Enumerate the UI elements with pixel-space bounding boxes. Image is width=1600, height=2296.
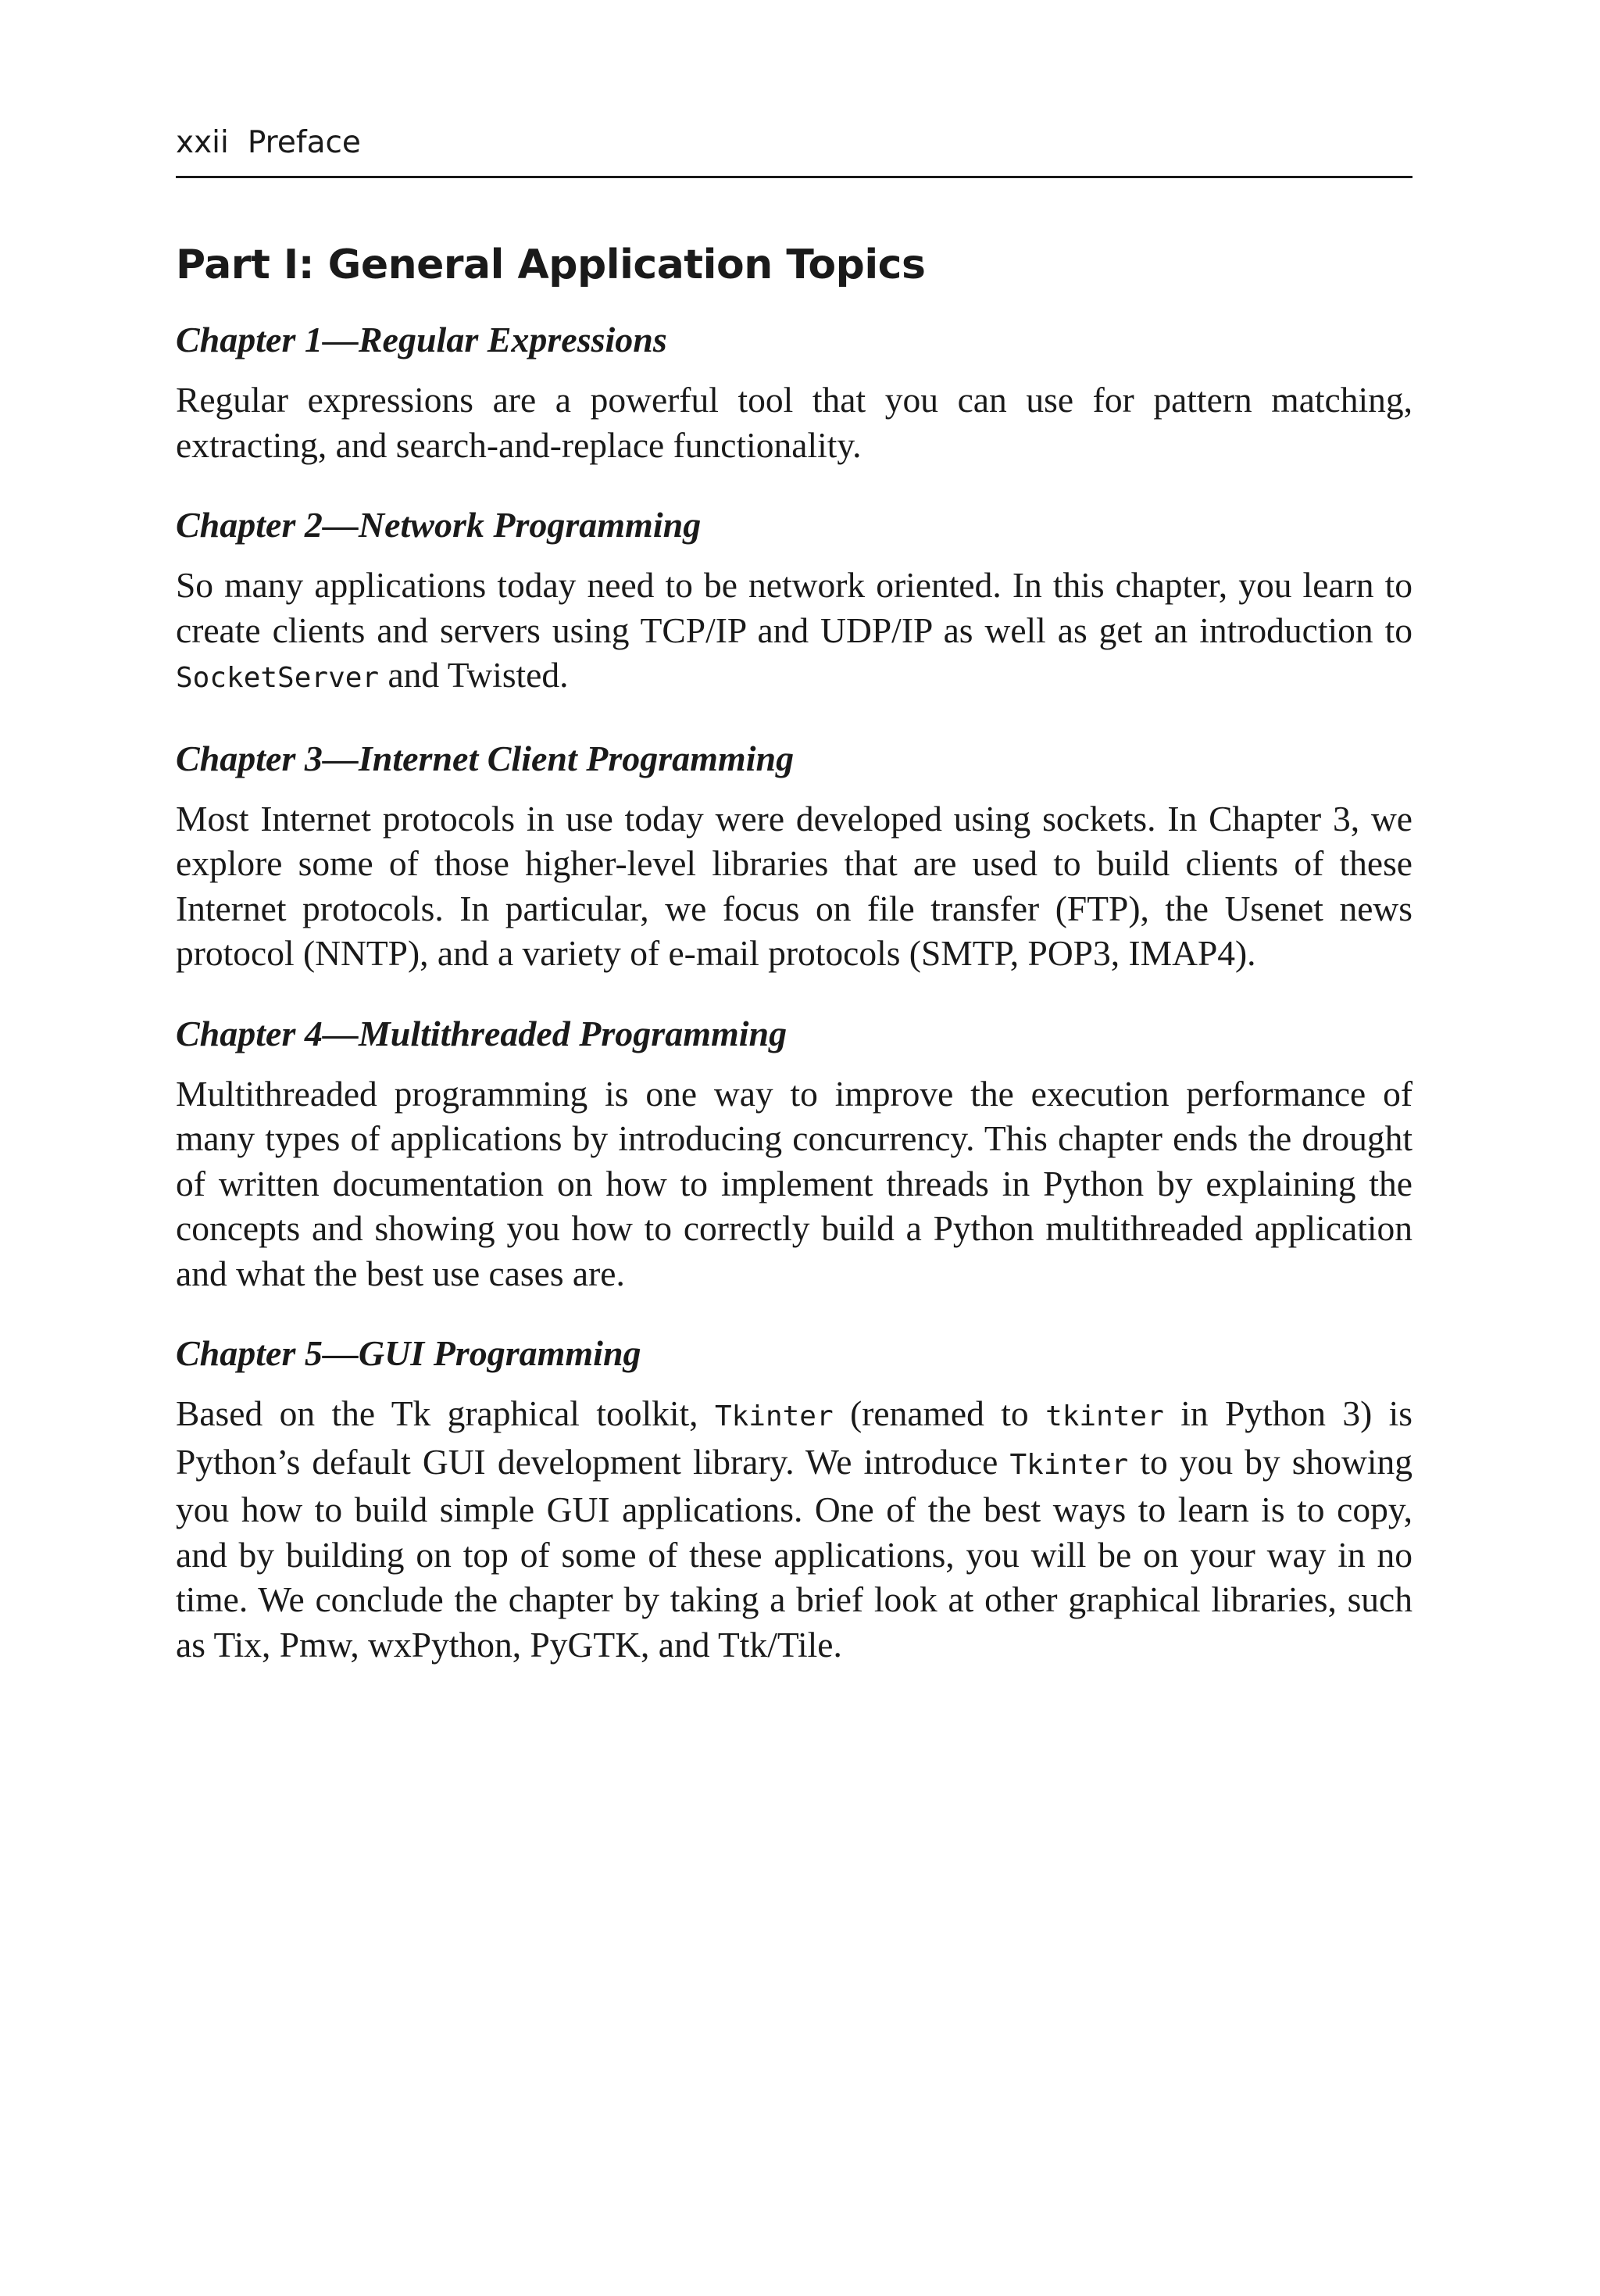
chapter-1-description: Regular expressions are a powerful tool that you can use for pattern matching, extracting, and search-and-replace functionality. bbox=[176, 380, 1412, 465]
chapter-3-description: Most Internet protocols in use today were developed using sockets. In Chapter 3, we explore some of those higher-level libraries that are used to build clients of these Internet protocols. In particular, we focus on file transfer (FTP), the Usenet news protocol (NNTP), and a variety of e-mail protocols (SMTP, POP3, IMAP4). bbox=[176, 798, 1412, 973]
chapter-3-heading: Chapter 3—Internet Client Programming bbox=[176, 738, 795, 778]
chapter-1-section bbox=[176, 315, 1412, 467]
book-page bbox=[176, 117, 1412, 1667]
code-tkinter: Tkinter bbox=[1009, 1448, 1129, 1481]
page-number: xxii bbox=[176, 125, 229, 160]
chapter-3-section bbox=[176, 734, 1412, 976]
code-socketserver: SocketServer bbox=[176, 662, 380, 694]
code-tkinter: Tkinter bbox=[714, 1400, 834, 1432]
chapter-5-heading: Chapter 5—GUI Programming bbox=[176, 1333, 641, 1373]
running-header bbox=[176, 117, 1412, 178]
running-title: Preface bbox=[247, 125, 361, 160]
chapter-2-description: So many applications today need to be network oriented. In this chapter, you learn to create clients and servers using TCP/IP and UDP/IP as well as get an introduction to SocketServer and Twisted. bbox=[176, 565, 1412, 695]
chapter-4-description: Multithreaded programming is one way to improve the execution performance of many types of applications by introducing concurrency. This chapter ends the drought of written documentation on how to implement threads in Python by explaining the concepts and showing you how to correctly build a Python multithreaded application and what the best use cases are. bbox=[176, 1073, 1412, 1293]
chapter-1-heading: Chapter 1—Regular Expressions bbox=[176, 320, 667, 359]
chapter-5-section bbox=[176, 1329, 1412, 1667]
chapter-2-section bbox=[176, 500, 1412, 701]
part-title: Part I: General Application Topics bbox=[176, 241, 926, 288]
chapter-5-description: Based on the Tk graphical toolkit, Tkinter (renamed to tkinter in Python 3) is Python’s default GUI development library. We introduce Tkinter to you by showing you how to build simple GUI applications. One of the best ways to learn is to copy, and by building on top of some of these applications, you will be on your way in no time. We conclude the chapter by taking a brief look at other graphical libraries, such as Tix, Pmw, wxPython, PyGTK, and Ttk/Tile. bbox=[176, 1393, 1413, 1665]
chapter-2-heading: Chapter 2—Network Programming bbox=[176, 505, 702, 545]
code-tkinter-py3: tkinter bbox=[1045, 1400, 1164, 1432]
chapter-4-section bbox=[176, 1009, 1412, 1296]
chapter-4-heading: Chapter 4—Multithreaded Programming bbox=[176, 1013, 788, 1053]
